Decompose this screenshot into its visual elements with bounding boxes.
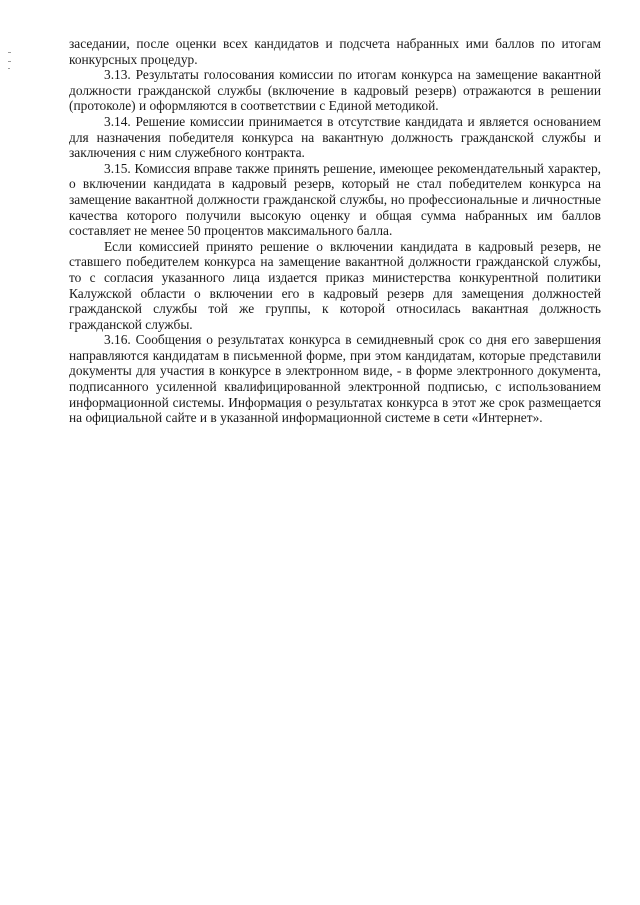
paragraph-3-16: 3.16. Сообщения о результатах конкурса в семидневный срок со дня его завершения направляются кандидатам в письменной форме, при этом кандидатам, которые представили документы для участия в конкурсе в электронном виде, - в форме электронного документа, подписанного усиленной квалифицированной электронной подписью, с использованием информационной системы. Информация о результатах конкурса в этот же срок размещается на официальной сайте и в указанной информационной системе в сети «Интернет».	[69, 332, 601, 426]
scan-artifact	[8, 61, 11, 62]
scan-artifact	[8, 68, 10, 69]
scan-artifact	[8, 52, 11, 53]
paragraph-3-15-continued: Если комиссией принято решение о включении кандидата в кадровый резерв, не ставшего победителем конкурса на замещение вакантной должности гражданской службы, то с согласия указанного лица издается приказ министерства конкурентной политики Калужской области о включении его в кадровый резерв для замещения должностей гражданской службы той же группы, к которой относилась вакантная должность гражданской службы.	[69, 238, 601, 332]
paragraph-3-13: 3.13. Результаты голосования комиссии по итогам конкурса на замещение вакантной должности гражданской службы (включение в кадровый резерв) отражаются в решении (протоколе) и оформляются в соответствии с Единой методикой.	[69, 67, 601, 114]
document-body	[69, 36, 601, 426]
paragraph-continuation: заседании, после оценки всех кандидатов и подсчета набранных ими баллов по итогам конкурсных процедур.	[69, 36, 601, 67]
paragraph-3-15: 3.15. Комиссия вправе также принять решение, имеющее рекомендательный характер, о включении кандидата в кадровый резерв, который не стал победителем конкурса на замещение вакантной должности гражданской службы, но профессиональные и личностные качества которого получили высокую оценку и общая сумма набранных им баллов составляет не менее 50 процентов максимального балла.	[69, 160, 601, 239]
paragraph-3-14: 3.14. Решение комиссии принимается в отсутствие кандидата и является основанием для назначения победителя конкурса на вакантную должность гражданской службы и заключения с ним служебного контракта.	[69, 113, 601, 161]
